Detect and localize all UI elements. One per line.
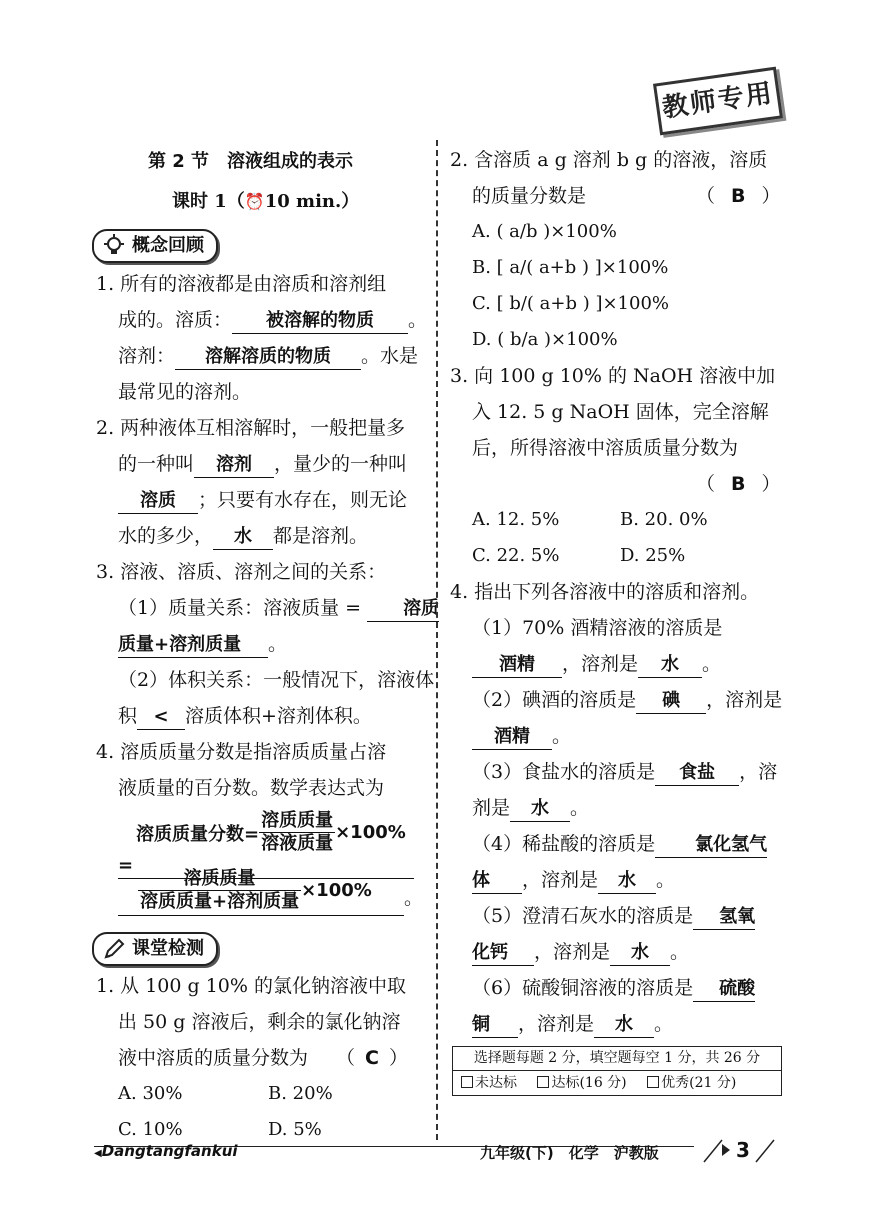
lightbulb-icon xyxy=(102,234,126,258)
left-q3-line3: 质量+溶剂质量 。 xyxy=(118,632,287,658)
fraction: $\frac{\text{溶质质量}}{\text{溶质质量+溶剂质量}}$ xyxy=(140,868,300,912)
option-d: D. ( b/a )×100% xyxy=(472,329,618,350)
right-q4-s3: （3）食盐水的溶质是 食盐 ，溶 xyxy=(472,760,777,786)
left-q2-line2: 的一种叫 溶剂 ，量少的一种叫 xyxy=(118,452,407,478)
left-q2-line3: 溶质 ；只要有水存在，则无论 xyxy=(118,488,407,514)
right-q4-s2b: 酒精 。 xyxy=(472,724,571,750)
answer-blank: 氢氧 xyxy=(693,905,755,930)
right-q4-s1b: 酒精 ，溶剂是 水 。 xyxy=(472,652,721,678)
option-b: B. 20% xyxy=(268,1083,333,1104)
right-q3-line1: 3. 向 100 g 10% 的 NaOH 溶液中加 xyxy=(450,365,776,387)
right-q4-s6b: 铜 ，溶剂是 水 。 xyxy=(472,1012,673,1038)
answer-blank: 水 xyxy=(594,1013,654,1038)
left-q1-line1: 1. 所有的溶液都是由溶质和溶剂组 xyxy=(96,273,387,295)
page-number: 3 xyxy=(736,1138,750,1162)
formula-period: 。 xyxy=(404,887,424,909)
answer-blank: 水 xyxy=(510,797,570,822)
checkbox-excellent[interactable] xyxy=(647,1076,659,1088)
answer-blank: 溶质 xyxy=(118,489,198,514)
right-q4-s3b: 剂是 水 。 xyxy=(472,796,589,822)
left-q4-line2: 液质量的百分数。数学表达式为 xyxy=(118,777,385,799)
answer-blank: 溶质 xyxy=(367,597,439,622)
right-q4-s4: （4）稀盐酸的溶质是 氯化氢气 xyxy=(472,832,767,858)
left-q1-line2: 成的。溶质： 被溶解的物质 。 xyxy=(118,308,427,334)
checkbox-unqualified[interactable] xyxy=(461,1076,473,1088)
answer-blank: 硫酸 xyxy=(693,977,755,1002)
section-title: 第 2 节 溶液组成的表示 xyxy=(148,151,354,172)
fraction: $\frac{\text{溶质质量}}{\text{溶液质量}}$ xyxy=(261,810,334,854)
right-q3-line3: 后，所得溶液中溶质质量分数为 xyxy=(472,437,739,459)
concept-review-label: 概念回顾 xyxy=(132,235,204,256)
left-q1-line3: 溶剂： 溶解溶质的物质 。水是 xyxy=(118,344,418,370)
answer-blank: 水 xyxy=(610,941,670,966)
unqualified-label: 未达标 xyxy=(475,1075,517,1091)
formula-line1: 溶质质量分数= $\frac{\text{溶质质量}}{\text{溶液质量}}$ ×100% = xyxy=(118,810,414,879)
left-c1-line2: 出 50 g 溶液后，剩余的氯化钠溶 xyxy=(118,1011,401,1033)
concept-review-badge xyxy=(92,229,218,263)
formula-line2: $\frac{\text{溶质质量}}{\text{溶质质量+溶剂质量}}$ ×100% xyxy=(118,868,404,916)
answer-blank: 酒精 xyxy=(472,725,552,750)
option-b: B. [ a/( a+b ) ]×100% xyxy=(472,257,669,278)
option-d: D. 25% xyxy=(620,545,686,566)
page-number-area xyxy=(700,1136,780,1164)
choice-answer: B xyxy=(731,185,746,207)
left-q3-line5: 积 < 溶质体积+溶剂体积。 xyxy=(118,704,372,730)
teacher-only-stamp: 教师专用 xyxy=(653,67,783,136)
lesson-heading xyxy=(172,190,359,214)
answer-blank: 水 xyxy=(213,525,273,550)
footer-info: 九年级(下) 化学 沪教版 xyxy=(480,1144,659,1162)
option-c: C. 22. 5% xyxy=(472,545,560,566)
left-q3-line1: 3. 溶液、溶质、溶剂之间的关系： xyxy=(96,561,387,583)
left-q3-line2: （1）质量关系：溶液质量 = 溶质 xyxy=(118,596,439,622)
class-check-label: 课堂检测 xyxy=(132,938,204,959)
excellent-label: 优秀(21 分) xyxy=(661,1075,737,1091)
right-q3-line2: 入 12. 5 g NaOH 固体，完全溶解 xyxy=(472,401,769,423)
answer-paren: （ C ） xyxy=(336,1047,408,1069)
checkbox-qualified[interactable] xyxy=(537,1076,549,1088)
answer-blank: 被溶解的物质 xyxy=(232,309,408,334)
option-b: B. 20. 0% xyxy=(620,509,708,530)
score-box xyxy=(452,1046,782,1096)
right-q4-s5: （5）澄清石灰水的溶质是 氢氧 xyxy=(472,904,755,930)
option-a: A. 12. 5% xyxy=(472,509,560,530)
answer-blank: 化钙 xyxy=(472,941,534,966)
right-q2-line2: 的质量分数是 xyxy=(472,185,587,207)
left-q1-line4: 最常见的溶剂。 xyxy=(118,381,252,403)
answer-blank: < xyxy=(137,705,185,730)
answer-blank: 质量+溶剂质量 xyxy=(118,633,268,658)
answer-paren: （ B ） xyxy=(696,185,781,207)
option-a: A. ( a/b )×100% xyxy=(472,221,617,242)
option-c: C. [ b/( a+b ) ]×100% xyxy=(472,293,670,314)
column-divider xyxy=(436,140,438,1140)
answer-paren: （ B ） xyxy=(696,473,781,495)
answer-blank: 氯化氢气 xyxy=(655,833,767,858)
score-rule: 选择题每题 2 分，填空题每空 1 分，共 26 分 xyxy=(453,1047,781,1071)
option-d: D. 5% xyxy=(268,1119,322,1140)
right-q4-s5b: 化钙 ，溶剂是 水 。 xyxy=(472,940,689,966)
score-options xyxy=(453,1071,781,1095)
answer-blank: 酒精 xyxy=(472,653,562,678)
answer-blank: 溶解溶质的物质 xyxy=(175,345,361,370)
right-q4-s6: （6）硫酸铜溶液的溶质是 硫酸 xyxy=(472,976,755,1002)
answer-blank: 水 xyxy=(598,869,656,894)
pencil-icon xyxy=(102,937,126,961)
right-q2-line1: 2. 含溶质 a g 溶剂 b g 的溶液，溶质 xyxy=(450,149,768,171)
choice-answer: B xyxy=(731,473,746,495)
brand-logo: ◀Dangtangfankui xyxy=(94,1142,238,1160)
left-c1-line3: 液中溶质的质量分数为 xyxy=(118,1047,309,1069)
left-q3-line4: （2）体积关系：一般情况下，溶液体 xyxy=(118,669,435,691)
left-c1-line1: 1. 从 100 g 10% 的氯化钠溶液中取 xyxy=(96,975,406,997)
right-q4-s4b: 体 ，溶剂是 水 。 xyxy=(472,868,675,894)
right-q4-s1: （1）70% 酒精溶液的溶质是 xyxy=(472,617,723,639)
right-q4-s2: （2）碘酒的溶质是 碘 ，溶剂是 xyxy=(472,688,782,714)
lesson-prefix: 课时 1（ xyxy=(172,191,245,212)
class-check-badge xyxy=(92,932,218,966)
answer-blank: 溶剂 xyxy=(194,453,274,478)
answer-blank: 水 xyxy=(638,653,702,678)
option-c: C. 10% xyxy=(118,1119,183,1140)
left-q4-line1: 4. 溶质质量分数是指溶质质量占溶 xyxy=(96,741,387,763)
answer-blank: 体 xyxy=(472,869,522,894)
answer-blank: 碘 xyxy=(636,689,706,714)
qualified-label: 达标(16 分) xyxy=(551,1075,627,1091)
right-q4-line1: 4. 指出下列各溶液中的溶质和溶剂。 xyxy=(450,581,760,603)
answer-blank: 食盐 xyxy=(655,761,739,786)
option-a: A. 30% xyxy=(118,1083,183,1104)
clock-icon: ⏰ xyxy=(244,192,265,211)
left-q2-line1: 2. 两种液体互相溶解时，一般把量多 xyxy=(96,417,406,439)
choice-answer: C xyxy=(365,1047,379,1069)
answer-blank: 铜 xyxy=(472,1013,518,1038)
left-q2-line4: 水的多少， 水 都是溶剂。 xyxy=(118,524,368,550)
lesson-time: 10 min.） xyxy=(264,191,360,212)
